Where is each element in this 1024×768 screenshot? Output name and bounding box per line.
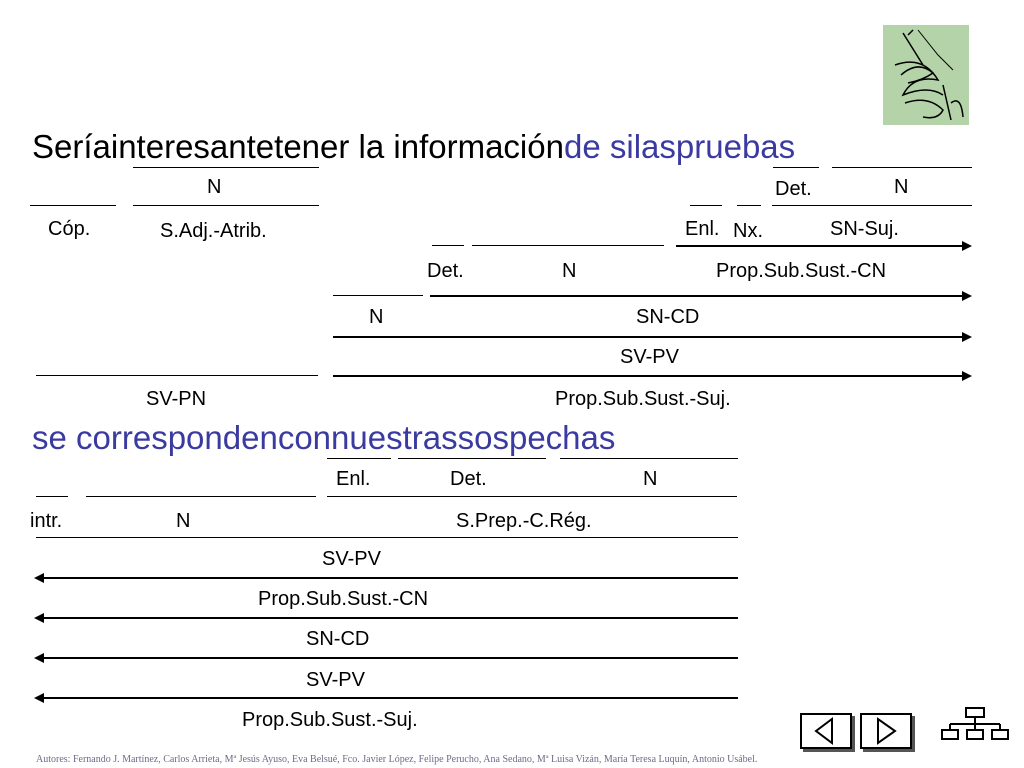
arrow-prop-sub-cn [676,245,970,247]
line-n [86,496,316,497]
word-de-si: de si [563,128,634,165]
label-sv-pn: SV-PN [146,388,207,410]
arrow-sn-cd [36,617,738,619]
word-se-corresponden: se corresponden [32,419,278,456]
label-n: N [207,176,222,198]
underline-interesante [133,167,319,168]
arrow-prop-sub-suj [36,697,738,699]
line-enl [690,205,722,206]
bch-logo-icon [883,25,969,125]
label-det: Det. [775,178,812,200]
label-det: Det. [450,468,487,490]
triangle-left-icon [802,715,850,747]
label-prop-sub-sust-cn: Prop.Sub.Sust.-CN [716,260,887,282]
label-prop-sub-sust-cn: Prop.Sub.Sust.-CN [258,588,429,610]
word-seria: Sería [32,128,111,165]
word-las: las [633,128,676,165]
label-det: Det. [427,260,464,282]
label-sn-cd: SN-CD [306,628,370,650]
word-sospechas: sospechas [457,419,616,456]
label-n: N [643,468,658,490]
line-cop [30,205,116,206]
underline-las [773,167,819,168]
bch-logo [883,25,969,125]
underline-con [327,458,391,459]
label-sn-cd: SN-CD [636,306,700,328]
line-n [333,295,423,296]
underline-nuestras [398,458,546,459]
arrow-sn-cd [430,295,970,297]
label-enl: Enl. [685,218,720,240]
underline-sospechas [560,458,738,459]
line-sv-pn [36,375,318,376]
line-sn-suj [772,205,972,206]
hierarchy-tree-icon [940,706,1010,746]
label-n: N [562,260,577,282]
label-intr: intr. [30,510,63,532]
triangle-right-icon [862,715,910,747]
word-con: con [277,419,332,456]
label-sadj-atrib: S.Adj.-Atrib. [160,220,267,242]
label-sv-pv: SV-PV [322,548,381,570]
label-cop: Cóp. [48,218,91,240]
label-sv-pv: SV-PV [306,669,365,691]
next-slide-button[interactable] [860,713,912,749]
label-nx: Nx. [733,220,763,242]
prev-slide-button[interactable] [800,713,852,749]
authors-credit: Autores: Fernando J. Martínez, Carlos Arrieta, Mª Jesús Ayuso, Eva Belsué, Fco. Javier López, Felipe Perucho, Ana Sedano, Mª Luisa Vizán, María Teresa Luquín, Antonio Usábel. [36,754,758,765]
line-sadj [133,205,319,206]
arrow-prop-sub-cn [36,577,738,579]
line-sv-pv [36,537,738,538]
label-n: N [894,176,909,198]
word-pruebas: pruebas [675,128,796,165]
word-tener-la-informacion: tener la información [274,128,564,165]
sentence-2 [32,419,615,457]
label-prop-sub-sust-suj: Prop.Sub.Sust.-Suj. [555,388,731,410]
line-det [432,245,464,246]
label-n: N [176,510,191,532]
tree-view-button[interactable] [940,706,1010,746]
line-nx [737,205,761,206]
sentence-1 [32,128,795,166]
arrow-sv-pv [36,657,738,659]
label-n: N [369,306,384,328]
line-n [472,245,664,246]
label-sprep-creg: S.Prep.-C.Rég. [456,510,592,532]
label-sn-suj: SN-Suj. [830,218,899,240]
arrow-prop-sub-suj [333,375,970,377]
label-prop-sub-sust-suj: Prop.Sub.Sust.-Suj. [242,709,418,731]
line-intr [36,496,68,497]
arrow-sv-pv [333,336,970,338]
word-interesante: interesante [110,128,275,165]
label-sv-pv: SV-PV [620,346,679,368]
word-nuestras: nuestras [331,419,458,456]
underline-pruebas [832,167,972,168]
line-sprep [327,496,737,497]
label-enl: Enl. [336,468,371,490]
